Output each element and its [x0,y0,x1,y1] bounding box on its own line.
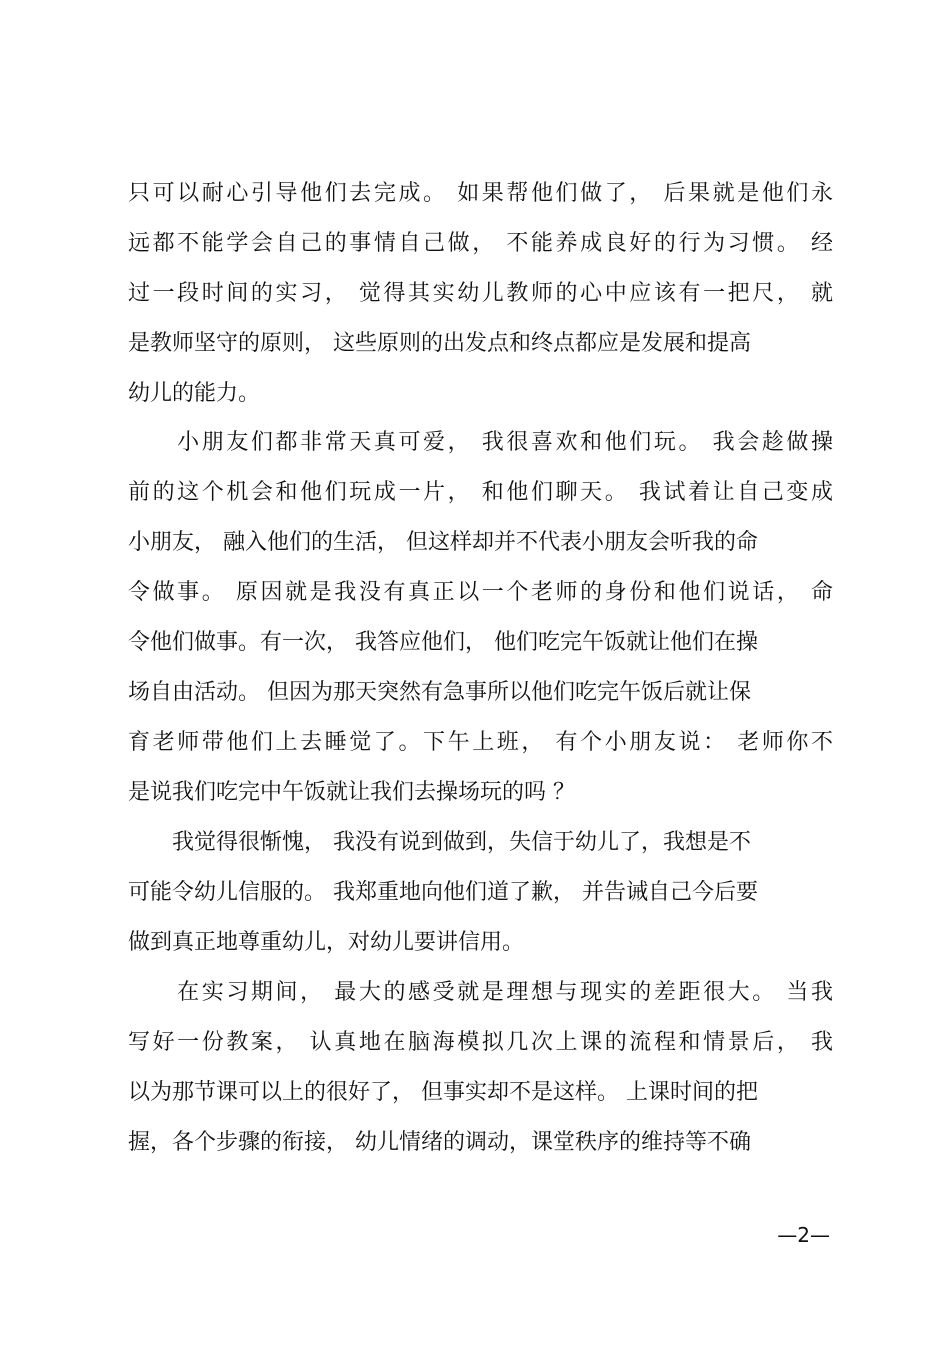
text-line: 幼儿的能力。 [128,381,261,406]
text-line: 前的这个机会和他们玩成一片， 和他们聊天。 我试着让自己变成 [128,480,833,505]
text-line: 可能令幼儿信服的。 我郑重地向他们道了歉， 并告诫自己今后要 [128,880,758,905]
text-line: 只可以耐心引导他们去完成。 如果帮他们做了， 后果就是他们永 [128,181,833,206]
text-line: 育老师带他们上去睡觉了。下午上班， 有个小朋友说： 老师你不 [128,730,833,755]
text-line: 远都不能学会自己的事情自己做， 不能养成良好的行为习惯。 经 [128,231,833,256]
text-line: 令做事。 原因就是我没有真正以一个老师的身份和他们说话， 命 [128,580,833,605]
text-line: 小朋友， 融入他们的生活， 但这样却并不代表小朋友会听我的命 [128,530,758,555]
text-line: 小朋友们都非常天真可爱， 我很喜欢和他们玩。 我会趁做操 [128,430,833,455]
text-line: 写好一份教案， 认真地在脑海模拟几次上课的流程和情景后， 我 [128,1030,833,1055]
text-line: 过一段时间的实习， 觉得其实幼儿教师的心中应该有一把尺， 就 [128,281,833,306]
text-line: 握，各个步骤的衔接， 幼儿情绪的调动，课堂秩序的维持等不确 [128,1130,751,1155]
text-line: 令他们做事。有一次， 我答应他们， 他们吃完午饭就让他们在操 [128,630,758,655]
text-line: 我觉得很惭愧， 我没有说到做到，失信于幼儿了，我想是不 [128,830,751,855]
text-line: 是说我们吃完中午饭就让我们去操场玩的吗 ？ [128,780,575,805]
text-line: 在实习期间， 最大的感受就是理想与现实的差距很大。 当我 [128,980,833,1005]
page-number: —2— [777,1223,830,1247]
text-line: 以为那节课可以上的很好了， 但事实却不是这样。 上课时间的把 [128,1080,758,1105]
text-line: 做到真正地尊重幼儿，对幼儿要讲信用。 [128,930,525,955]
text-line: 场自由活动。 但因为那天突然有急事所以他们吃完午饭后就让保 [128,680,751,705]
text-line: 是教师坚守的原则， 这些原则的出发点和终点都应是发展和提高 [128,331,751,356]
